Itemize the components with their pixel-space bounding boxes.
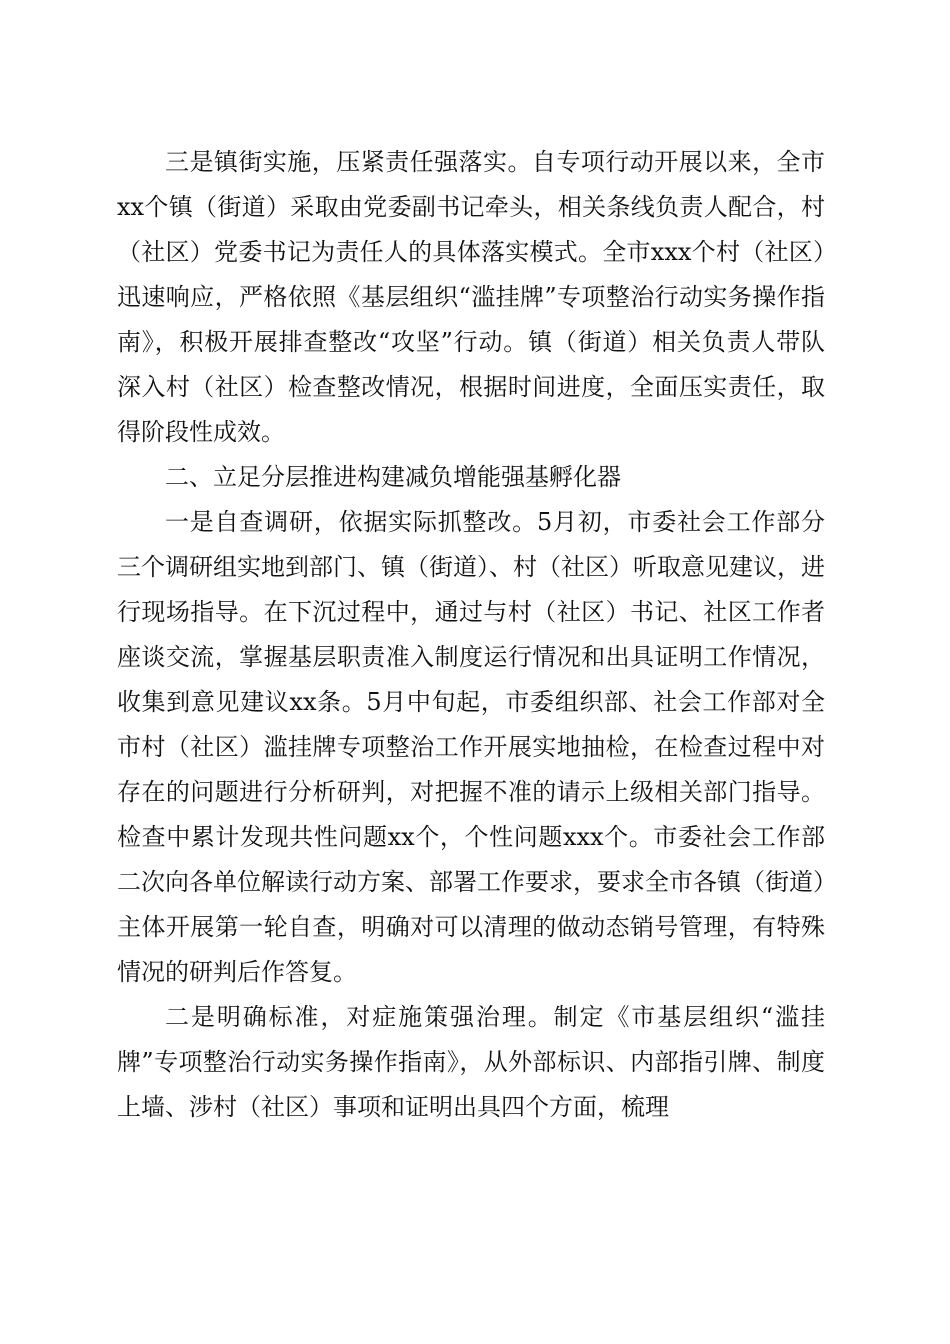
section-heading: 二、立足分层推进构建减负增能强基孵化器 [165,463,621,491]
document-body [117,140,825,1130]
paragraph-lead: 二是明确标准，对症施策强治理。 [165,1003,554,1031]
paragraph-standards [117,995,825,1130]
paragraph-text: 制定《市基层组织“滥挂牌”专项整治行动实务操作指南》，从外部标识、内部指引牌、制度上墙、涉村（社区）事项和证明出具四个方面，梳理 [117,1003,825,1121]
paragraph-text: 5月初，市委社会工作部分三个调研组实地到部门、镇（街道）、村（社区）听取意见建议，进行现场指导。在下沉过程中，通过与村（社区）书记、社区工作者座谈交流，掌握基层职责准入制度运行情况和出具证明工作情况，收集到意见建议xx条。5月中旬起，市委组织部、社会工作部对全市村（社区）滥挂牌专项整治工作开展实地抽检，在检查过程中对存在的问题进行分析研判，对把握不准的请示上级相关部门指导。检查中累计发现共性问题xx个，个性问题xxx个。市委社会工作部二次向各单位解读行动方案、部署工作要求，要求全市各镇（街道）主体开展第一轮自查，明确对可以清理的做动态销号管理，有特殊情况的研判后作答复。 [117,508,825,986]
paragraph-lead: 三是镇街实施，压紧责任强落实。 [165,148,532,176]
paragraph-self-check [117,500,825,995]
paragraph-text: 自专项行动开展以来，全市xx个镇（街道）采取由党委副书记牵头，相关条线负责人配合，村（社区）党委书记为责任人的具体落实模式。全市xxx个村（社区）迅速响应，严格依照《基层组织“滥挂牌”专项整治行动实务操作指南》，积极开展排查整改“攻坚”行动。镇（街道）相关负责人带队深入村（社区）检查整改情况，根据时间进度，全面压实责任，取得阶段性成效。 [117,148,825,446]
paragraph-lead: 一是自查调研，依据实际抓整改。 [165,508,537,536]
paragraph-town-implementation [117,140,825,455]
